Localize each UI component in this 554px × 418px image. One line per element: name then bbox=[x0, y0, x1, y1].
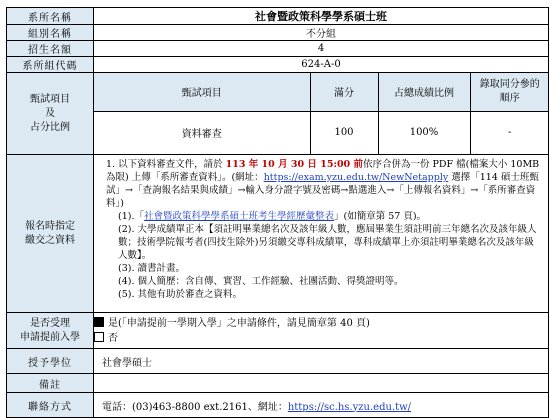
accept-label-line: 申請提前入學 bbox=[20, 331, 80, 343]
docs-item-1 bbox=[106, 210, 542, 223]
deadline-text: 113 年 10 月 30 日 15:00 前 bbox=[225, 159, 363, 170]
degree-label: 授予學位 bbox=[7, 349, 94, 374]
docs-label bbox=[7, 155, 94, 313]
docs-item-5: (5). 其他有助於審查之資料。 bbox=[118, 289, 242, 300]
exam-header-order: 錄取同分參的順序 bbox=[470, 73, 549, 111]
apply-system-link[interactable]: https://exam.yzu.edu.tw/NewNetapply bbox=[263, 172, 449, 183]
accept-no-label: 否 bbox=[108, 332, 118, 344]
admission-info-table bbox=[6, 7, 549, 418]
exam-item-full: 100 bbox=[310, 111, 378, 154]
summary-form-link[interactable]: 社會暨政策科學學系碩士班考生學經歷彙整表 bbox=[143, 211, 334, 222]
docs-item-4: (4). 個人簡歷：含自傳、實習、工作經驗、社團活動、得獎證明等。 bbox=[118, 276, 404, 287]
contact-website-link[interactable]: https://sc.hs.yzu.edu.tw/ bbox=[287, 401, 412, 413]
exam-header-ratio: 占總成績比例 bbox=[378, 73, 470, 111]
group-label: 組別名稱 bbox=[7, 25, 94, 41]
exam-item-ratio: 100% bbox=[378, 111, 470, 154]
code-label: 系所組代碼 bbox=[7, 57, 94, 73]
accept-label-line: 是否受理 bbox=[30, 317, 70, 329]
exam-label-line: 甄試項目 bbox=[30, 93, 70, 105]
notes-value bbox=[94, 374, 549, 393]
contact-label: 聯絡方式 bbox=[7, 393, 94, 418]
notes-label: 備註 bbox=[7, 374, 94, 393]
exam-label bbox=[7, 73, 94, 155]
exam-label-line: 及 bbox=[45, 107, 55, 119]
docs-item-3: (3). 讀書計畫。 bbox=[118, 263, 185, 274]
exam-cell bbox=[94, 73, 549, 155]
exam-table bbox=[94, 73, 549, 154]
docs-text: 依序合併為一份 PDF 檔(檔案大小 10MB 為限) 上傳「系所審查資料」。(網址： bbox=[106, 159, 540, 183]
dept-value: 社會暨政策科學學系碩士班 bbox=[94, 8, 549, 25]
accept-label bbox=[7, 313, 94, 349]
quota-label: 招生名額 bbox=[7, 41, 94, 57]
docs-content bbox=[94, 155, 549, 313]
docs-label-line: 報名時指定 bbox=[25, 220, 75, 232]
docs-label-line: 繳交之資料 bbox=[25, 234, 75, 246]
exam-item-name: 資料審查 bbox=[94, 111, 310, 154]
dept-label: 系所名稱 bbox=[7, 8, 94, 25]
exam-header-full: 滿分 bbox=[310, 73, 378, 111]
docs-text: 1. 以下資料審查文件，請於 bbox=[106, 159, 226, 170]
docs-paragraph-1 bbox=[106, 158, 542, 210]
quota-value: 4 bbox=[94, 41, 549, 57]
code-value: 624-A-0 bbox=[94, 57, 549, 73]
contact-text: 電話：(03)463-8800 ext.2161、網址： bbox=[102, 401, 288, 413]
group-value: 不分組 bbox=[94, 25, 549, 41]
accept-options bbox=[94, 313, 549, 349]
exam-item-order: - bbox=[470, 111, 549, 154]
checkbox-unchecked-icon[interactable] bbox=[94, 332, 104, 342]
exam-label-line: 占分比例 bbox=[30, 121, 70, 133]
docs-item-2: (2). 大學成績單正本【須註明畢業總名次及該年級人數，應屆畢業生須註明前三年總名次及該年級人數；技術學院報考者(四技生除外)另須繳交專科成績單，專科成績單上亦須註明畢業總名次及該年級人數】。 bbox=[118, 224, 537, 261]
accept-yes-label: 是(「申請提前一學期入學」之申請條件，請見簡章第 40 頁) bbox=[108, 317, 370, 329]
accept-yes-option[interactable] bbox=[94, 316, 548, 331]
docs-text: 選擇「114 碩士班甄試」→「查詢報名結果與成績」→輸入身分證字號及密碼→點選進入→「上傳報名資料」→「系所審查資料」) bbox=[106, 172, 539, 209]
degree-value: 社會學碩士 bbox=[94, 349, 549, 374]
docs-text: 」(如簡章第 57 頁)。 bbox=[334, 211, 427, 222]
accept-no-option[interactable] bbox=[94, 331, 548, 346]
exam-header-item: 甄試項目 bbox=[94, 73, 310, 111]
docs-text: (1).「 bbox=[118, 211, 144, 222]
checkbox-checked-icon[interactable] bbox=[94, 317, 104, 327]
